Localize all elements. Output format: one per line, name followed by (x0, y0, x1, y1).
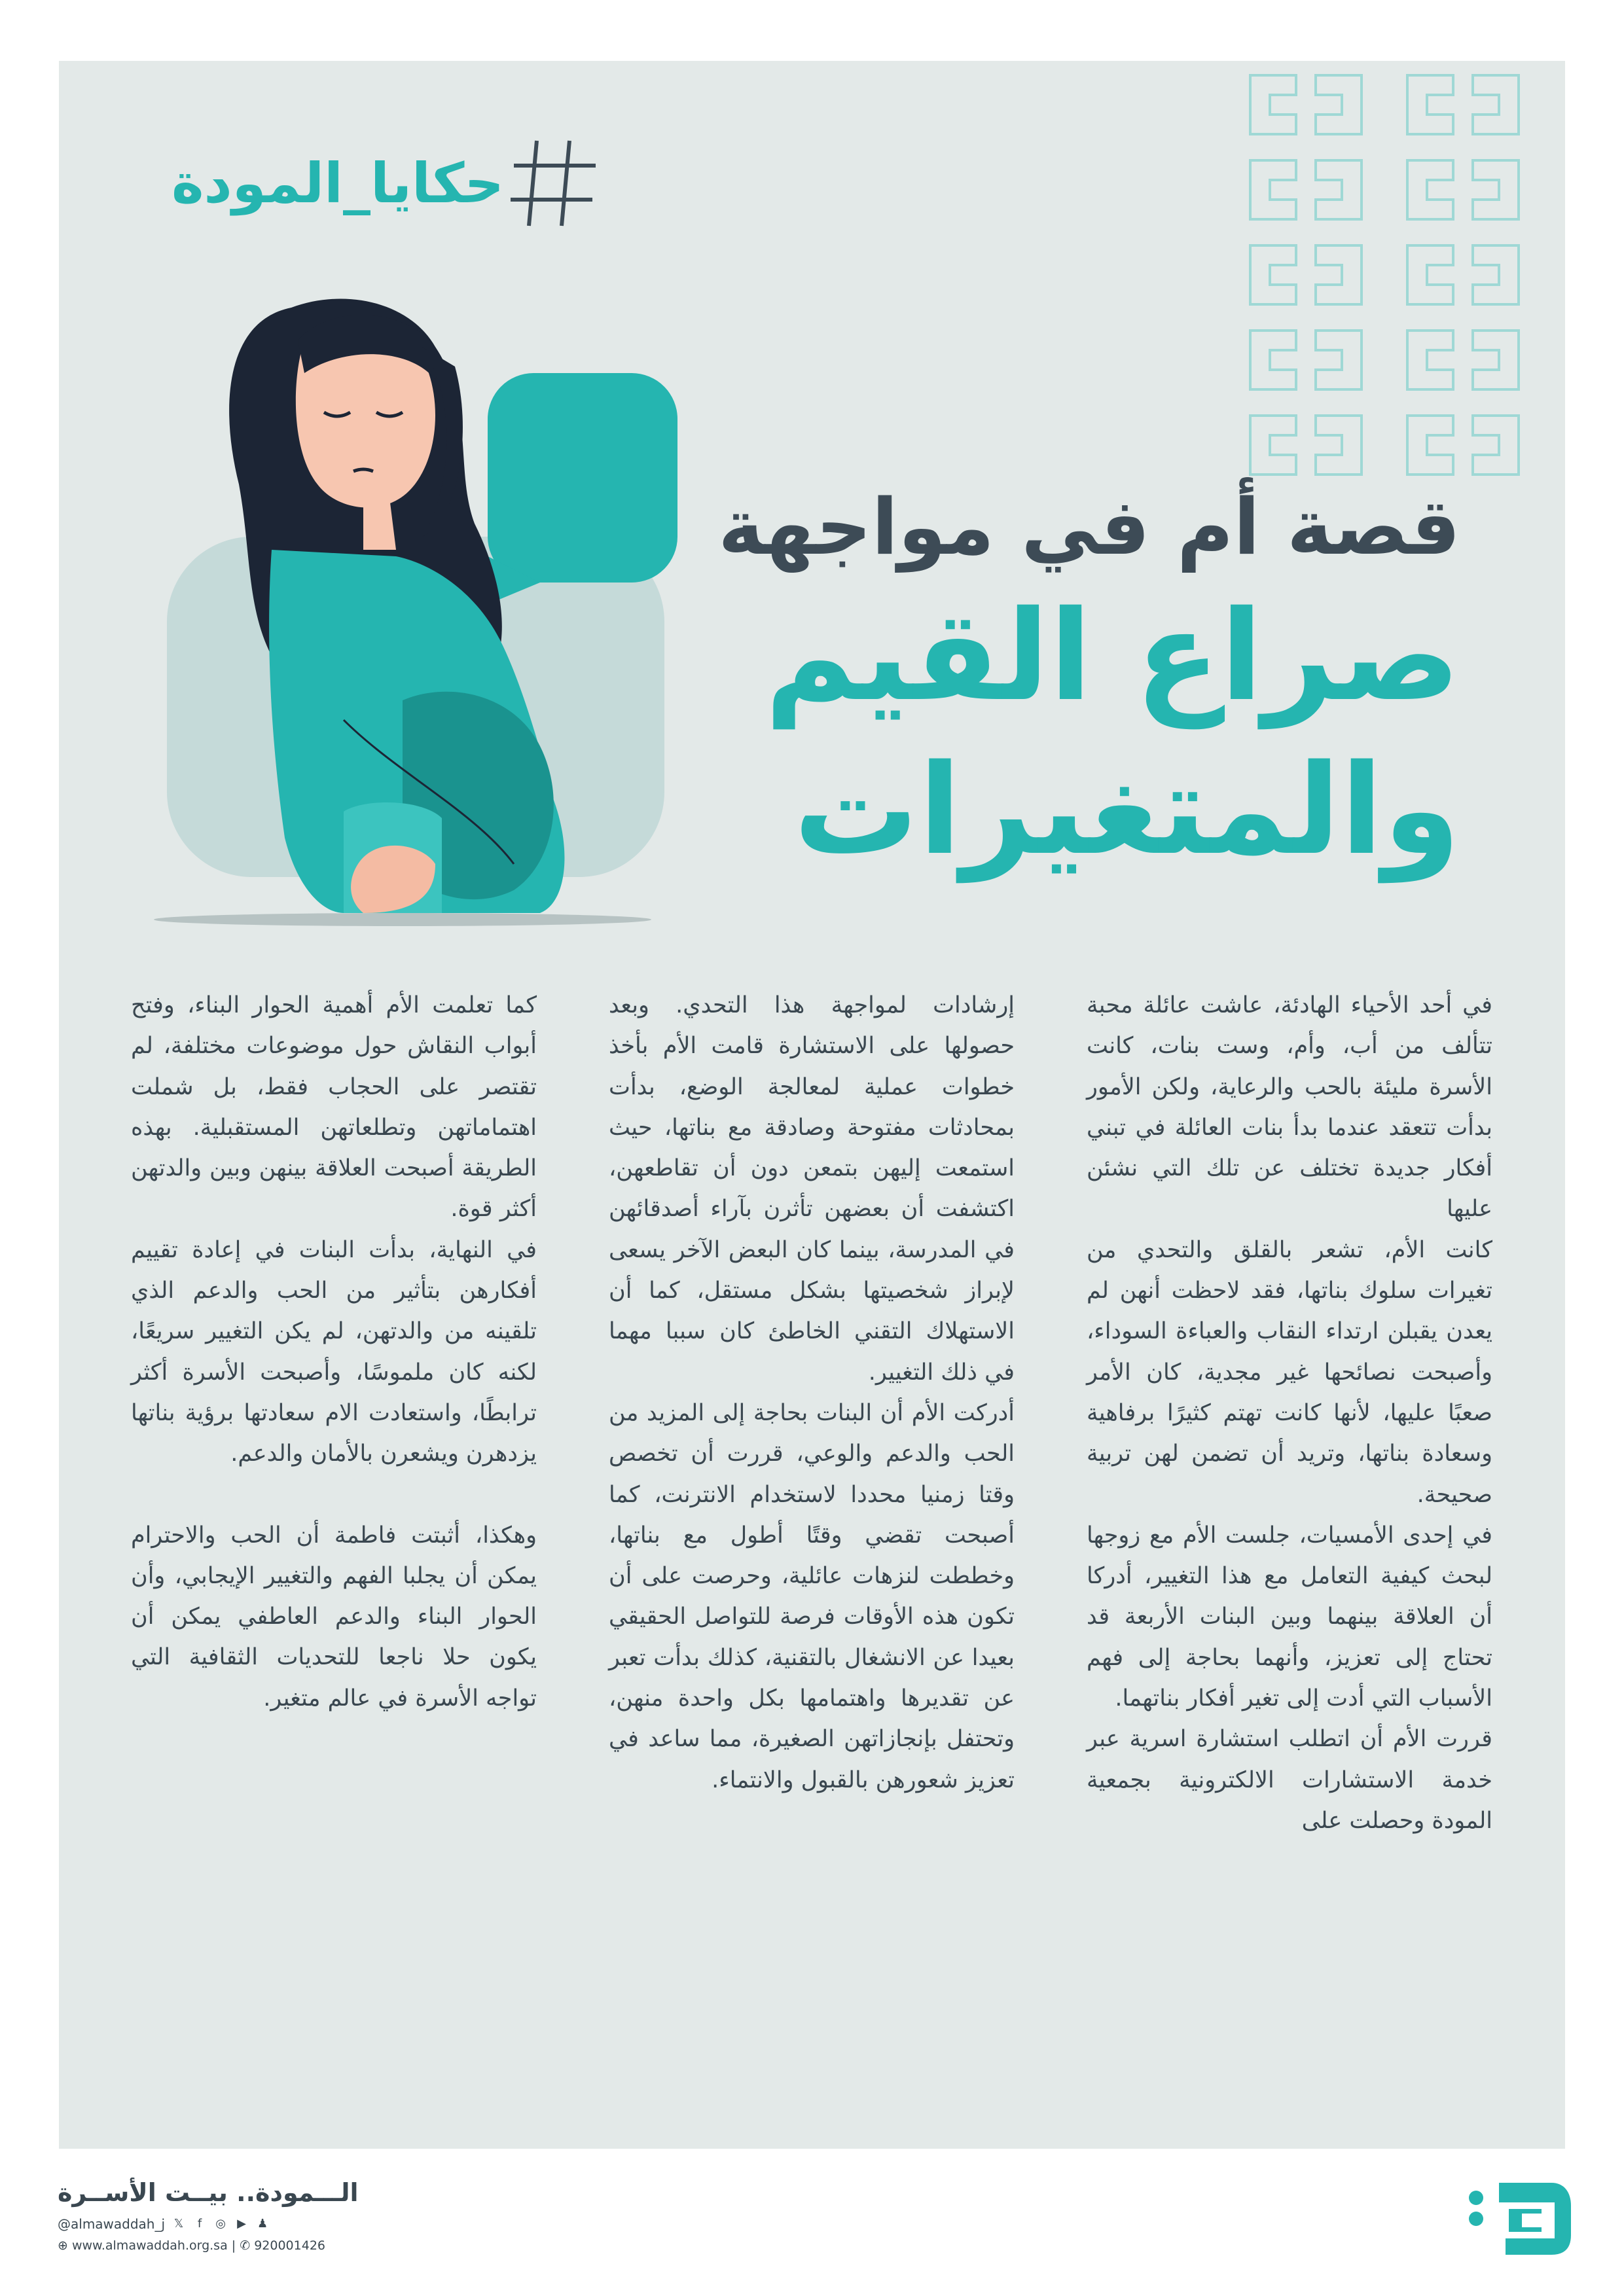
instagram-icon[interactable]: ◎ (215, 2217, 226, 2231)
almawaddah-logo (1460, 2173, 1578, 2265)
social-row (58, 2216, 398, 2232)
paragraph: في إحدى الأمسيات، جلست الأم مع زوجها لبحث كيفية التعامل مع هذا التغيير، أدركا أن العلاقة بينهما وبين البنات الأربعة قد تحتاج إلى تعزيز، وأنهما بحاجة إلى فهم الأسباب التي أدت إلى تغير أفكار بناتهما. (1087, 1522, 1492, 1712)
paragraph: وهكذا، أثبتت فاطمة أن الحب والاحترام يمكن أن يجلبا الفهم والتغيير الإيجابي، وأن الحوار البناء والدعم العاطفي يمكن أن يكون حلا ناجعا للتحديات الثقافية التي تواجه الأسرة في عالم متغير. (131, 1522, 537, 1712)
title-line-2: صراع القيم (765, 584, 1460, 728)
youtube-icon[interactable]: ▶ (237, 2217, 246, 2231)
article-column-3 (131, 985, 537, 1719)
facebook-icon[interactable]: f (197, 2217, 202, 2231)
paragraph: في النهاية، بدأت البنات في إعادة تقييم أفكارهن بتأثير من الحب والدعم الذي تلقينه من والدتهن، لم يكن التغيير سريعًا، لكنه كان ملموسًا، وأصبحت الأسرة أكثر ترابطًا، واستعادت الام سعادتها برؤية بناتها يزدهرن ويشعرن بالأمان والدعم. (131, 1236, 537, 1467)
snapchat-icon[interactable]: ♟ (257, 2217, 268, 2231)
paragraph: أدركت الأم أن البنات بحاجة إلى المزيد من الحب والدعم والوعي، قررت أن تخصص وقتا زمنيا محددا لاستخدام الانترنت، كما أصبحت تقضي وقتًا أطول مع بناتها، وخططت لنزهات عائلية، وحرصت على أن تكون هذه الأوقات فرصة للتواصل الحقيقي بعيدا عن الانشغال بالتقنية، كذلك بدأت تعبر عن تقديرها واهتمامها بكل واحدة منهن، وتحتفل بإنجازاتهن الصغيرة، مما ساعد في تعزيز شعورهن بالقبول والانتماء. (609, 1399, 1015, 1793)
paragraph: إرشادات لمواجهة هذا التحدي. وبعد حصولها على الاستشارة قامت الأم بأخذ خطوات عملية لمعالجة الوضع، بدأت بمحادثات مفتوحة وصادقة مع بناتها، حيث استمعت إليهن بتمعن دون أن تقاطعهن، اكتشفت أن بعضهن تأثرن بآراء أصدقائهن في المدرسة، بينما كان البعض الآخر يسعى لإبراز شخصيتها بشكل مستقل، كما أن الاستهلاك التقني الخاطئ كان سببا مهما في ذلك التغيير. (609, 992, 1015, 1386)
hashtag-heading (131, 134, 602, 232)
hashtag-text: حكايا_المودة (171, 151, 504, 215)
article-column-1 (1087, 985, 1492, 1841)
phone-icon: ✆ (240, 2238, 251, 2253)
paragraph: كما تعلمت الأم أهمية الحوار البناء، وفتح أبواب النقاش حول موضوعات مختلفة، لم تقتصر على الحجاب فقط، بل شملت اهتماماتهن وتطلعاتهن المستقبلية. بهذه الطريقة أصبحت العلاقة بينهن وبين والدتهن أكثر قوة. (131, 992, 537, 1223)
separator: | (231, 2238, 240, 2253)
article-column-2 (609, 985, 1015, 1801)
phone-number[interactable]: 920001426 (254, 2238, 325, 2253)
x-icon[interactable]: 𝕏 (173, 2217, 184, 2231)
title-block (675, 478, 1460, 884)
website-link[interactable]: www.almawaddah.org.sa (71, 2238, 228, 2253)
paragraph-gap (131, 1475, 537, 1515)
article-body (131, 985, 1492, 2111)
title-line-3: والمتغيرات (793, 738, 1460, 882)
globe-icon: ⊕ (58, 2238, 68, 2253)
footer-info (58, 2178, 398, 2253)
mother-illustration (147, 275, 684, 936)
title-line-1: قصة أم في مواجهة (718, 482, 1460, 572)
contact-row (58, 2238, 398, 2253)
paragraph: قررت الأم أن اتطلب استشارة اسرية عبر خدمة الاستشارات الالكترونية بجمعية المودة وحصلت على (1087, 1726, 1492, 1834)
decorative-pattern (1237, 62, 1564, 494)
paragraph: كانت الأم، تشعر بالقلق والتحدي من تغيرات سلوك بناتها، فقد لاحظت أنهن لم يعدن يقبلن ارتداء النقاب والعباءة السوداء، وأصبحت نصائحها غير مجدية، كان الأمر صعبًا عليها، لأنها كانت تهتم كثيرًا برفاهية وسعادة بناتها، وتريد أن تضمن لهن تربية صحيحة. (1087, 1236, 1492, 1508)
footer-slogan: الـــمودة.. بيــت الأســرة (58, 2178, 359, 2207)
paragraph: في أحد الأحياء الهادئة، عاشت عائلة محبة تتألف من أب، وأم، وست بنات، كانت الأسرة مليئة بالحب والرعاية، ولكن الأمور بدأت تتعقد عندما بدأ بنات العائلة في تبني أفكار جديدة تختلف عن تلك التي نشئن عليها (1087, 992, 1492, 1223)
hash-icon (504, 134, 602, 232)
social-handle[interactable]: @almawaddah_j (58, 2216, 166, 2232)
